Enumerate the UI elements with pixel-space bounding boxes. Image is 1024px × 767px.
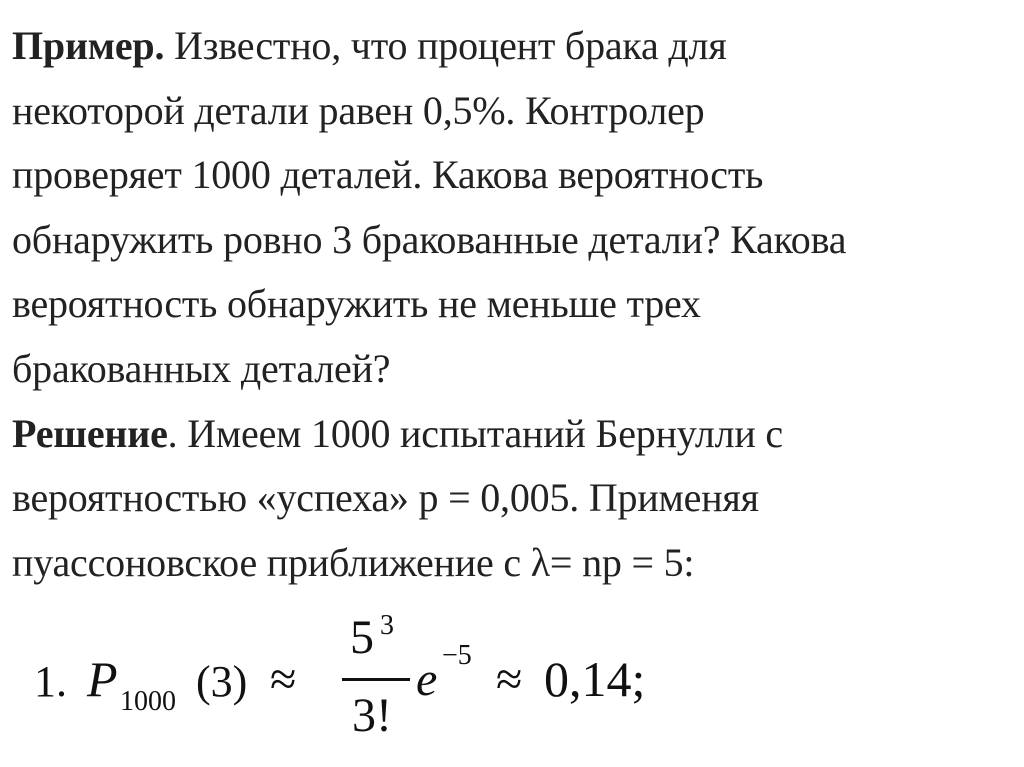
- formula-approx-sign-2: ≈: [496, 653, 523, 706]
- formula-argument: (3): [196, 657, 248, 706]
- formula-exp-power: −5: [442, 640, 472, 671]
- solution-text-1: . Имеем 1000 испытаний Бернулли с: [167, 410, 783, 456]
- solution-line-1: [12, 402, 1012, 467]
- solution-line-2: вероятностью «успеха» p = 0,005. Применяя: [12, 475, 759, 521]
- formula-prob-subscript: 1000: [120, 686, 176, 717]
- example-line-4: обнаружить ровно 3 бракованные детали? Какова: [12, 216, 847, 262]
- example-line-5: вероятность обнаружить не меньше трех: [12, 281, 701, 327]
- solution-line-3: пуассоновское приближение с λ= np = 5:: [12, 539, 695, 585]
- poisson-formula: [24, 610, 744, 760]
- formula-numerator-base: 5: [350, 611, 374, 664]
- example-line-3: проверяет 1000 деталей. Какова вероятность: [12, 152, 764, 198]
- formula-result: 0,14;: [544, 651, 646, 707]
- example-line-6: бракованных деталей?: [12, 345, 391, 391]
- formula-approx-sign-1: ≈: [270, 653, 297, 706]
- problem-text: [12, 14, 1012, 595]
- formula-fraction-bar: [342, 678, 410, 681]
- formula-denominator: 3!: [352, 689, 392, 742]
- formula-prob-symbol: P: [87, 651, 118, 707]
- formula-exp-base: e: [416, 653, 438, 706]
- example-line-2: некоторой детали равен 0,5%. Контролер: [12, 87, 705, 133]
- example-text-1: Известно, что процент брака для: [164, 23, 727, 68]
- solution-label: Решение: [12, 410, 168, 456]
- example-line-1: [12, 14, 1012, 79]
- example-label: Пример.: [12, 23, 165, 68]
- formula-item-number: 1.: [34, 657, 67, 706]
- formula-numerator-exponent: 3: [380, 610, 394, 641]
